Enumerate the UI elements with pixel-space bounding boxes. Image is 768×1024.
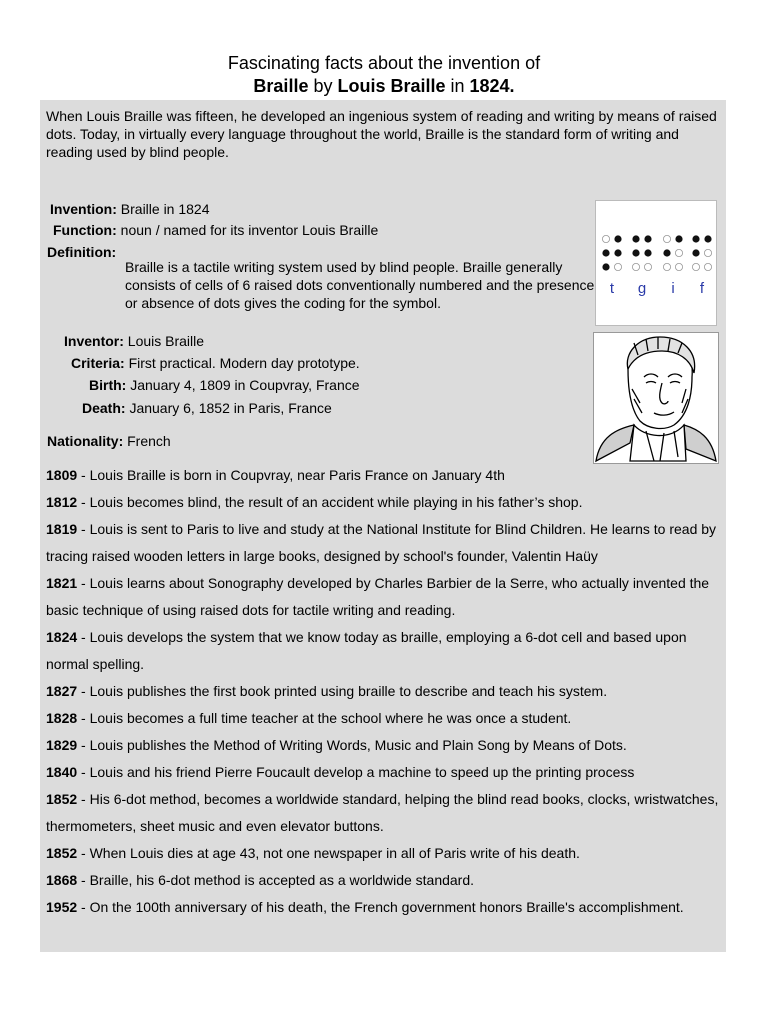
braille-dot-t6	[614, 263, 621, 270]
braille-dot-f3	[692, 263, 699, 270]
function-value: noun / named for its inventor Louis Braille	[120, 222, 379, 238]
timeline-entry	[46, 678, 722, 705]
braille-dot-f1	[692, 235, 699, 242]
timeline-text: - Louis publishes the first book printed using braille to describe and teach his system.	[77, 683, 608, 699]
timeline-entry	[46, 705, 722, 732]
nationality-label: Nationality:	[47, 433, 124, 449]
braille-dot-i6	[675, 263, 682, 270]
timeline-year: 1812	[46, 494, 78, 510]
braille-dot-g2	[632, 249, 639, 256]
braille-cell-g	[632, 235, 651, 270]
criteria-value: First practical. Modern day prototype.	[128, 355, 360, 371]
timeline-entry	[46, 867, 722, 894]
timeline-entry	[46, 732, 722, 759]
braille-letter-i: i	[671, 280, 675, 297]
title-line-1: Fascinating facts about the invention of	[227, 53, 541, 73]
braille-dot-f4	[704, 235, 711, 242]
timeline-entry	[46, 462, 722, 489]
inventor-label: Inventor:	[64, 333, 124, 349]
braille-dot-f2	[692, 249, 699, 256]
portrait-coat-right	[684, 425, 716, 461]
braille-cell-f	[692, 235, 711, 270]
timeline-text: - Louis develops the system that we know today as braille, employing a 6-dot cell and based upon normal spelling.	[46, 629, 687, 672]
braille-dot-g5	[644, 249, 651, 256]
definition-value: Braille is a tactile writing system used by blind people. Braille generally consists of cells of 6 raised dots conventionally numbered and the presence or absence of dots gives the coding for the symbol.	[125, 259, 595, 311]
timeline-entry	[46, 759, 722, 786]
braille-cell-t	[602, 235, 621, 270]
fact-function	[53, 221, 378, 239]
braille-dot-t5	[614, 249, 621, 256]
timeline-text: - Louis becomes a full time teacher at the school where he was once a student.	[77, 710, 572, 726]
braille-dot-g4	[644, 235, 651, 242]
portrait-coat-left	[596, 425, 634, 461]
title-by: by	[308, 76, 338, 96]
braille-dot-f5	[704, 249, 711, 256]
fact-criteria	[71, 354, 360, 372]
fact-birth	[89, 376, 360, 394]
braille-dot-i2	[663, 249, 670, 256]
timeline-year: 1868	[46, 872, 78, 888]
title-inventor: Louis Braille	[337, 76, 446, 96]
timeline-year: 1952	[46, 899, 78, 915]
fact-invention	[50, 200, 210, 218]
timeline-list	[46, 462, 722, 921]
braille-letter-g: g	[637, 280, 647, 297]
definition-label: Definition:	[47, 244, 117, 260]
timeline-text: - Louis is sent to Paris to live and study at the National Institute for Blind Children. He learns to read by tracing raised wooden letters in large books, designed by school's founder, Valentin Haüy	[46, 521, 717, 564]
title-year: 1824.	[469, 76, 515, 96]
braille-letter-f: f	[699, 280, 705, 297]
timeline-text: - When Louis dies at age 43, not one newspaper in all of Paris write of his death.	[77, 845, 580, 861]
title-in: in	[445, 76, 470, 96]
timeline-entry	[46, 489, 722, 516]
braille-dot-i1	[663, 235, 670, 242]
timeline-text: - Louis Braille is born in Coupvray, near Paris France on January 4th	[77, 467, 505, 483]
timeline-text: - Braille, his 6-dot method is accepted as a worldwide standard.	[77, 872, 475, 888]
timeline-text: - On the 100th anniversary of his death, the French government honors Braille's accomplishment.	[77, 899, 684, 915]
birth-value: January 4, 1809 in Coupvray, France	[130, 377, 360, 393]
portrait-engraving	[594, 333, 718, 463]
timeline-entry	[46, 624, 722, 678]
timeline-year: 1819	[46, 521, 78, 537]
fact-nationality	[47, 432, 171, 450]
content-panel	[40, 100, 726, 952]
timeline-year: 1828	[46, 710, 78, 726]
title-subject: Braille	[253, 76, 309, 96]
timeline-year: 1840	[46, 764, 78, 780]
invention-value: Braille in 1824	[120, 201, 210, 217]
braille-cells-graphic	[596, 201, 716, 325]
inventor-value: Louis Braille	[127, 333, 205, 349]
timeline-year: 1821	[46, 575, 78, 591]
death-label: Death:	[82, 400, 126, 416]
braille-dot-g6	[644, 263, 651, 270]
timeline-year: 1809	[46, 467, 78, 483]
fact-definition	[47, 243, 116, 261]
timeline-year: 1827	[46, 683, 78, 699]
louis-braille-portrait	[593, 332, 719, 464]
braille-cell-i	[663, 235, 682, 270]
timeline-entry	[46, 786, 722, 840]
braille-dot-g3	[632, 263, 639, 270]
title-line-2	[0, 75, 768, 98]
fact-death	[82, 399, 332, 417]
timeline-year: 1852	[46, 845, 78, 861]
timeline-entry	[46, 570, 722, 624]
braille-dot-t4	[614, 235, 621, 242]
nationality-value: French	[127, 433, 171, 449]
braille-dot-f6	[704, 263, 711, 270]
timeline-text: - Louis and his friend Pierre Foucault develop a machine to speed up the printing process	[77, 764, 635, 780]
timeline-entry	[46, 840, 722, 867]
timeline-text: - Louis learns about Sonography developed by Charles Barbier de la Serre, who actually invented the basic technique of using raised dots for tactile writing and reading.	[46, 575, 710, 618]
braille-dot-t1	[602, 235, 609, 242]
invention-label: Invention:	[50, 201, 117, 217]
timeline-year: 1824	[46, 629, 78, 645]
timeline-text: - Louis becomes blind, the result of an accident while playing in his father’s shop.	[77, 494, 583, 510]
page-title	[0, 52, 768, 98]
timeline-text: - His 6-dot method, becomes a worldwide standard, helping the blind read books, clocks, wristwatches, thermometers, sheet music and even elevator buttons.	[46, 791, 719, 834]
braille-illustration	[595, 200, 717, 326]
fact-inventor	[64, 332, 204, 350]
braille-dot-i3	[663, 263, 670, 270]
braille-letter-t: t	[609, 280, 615, 297]
braille-dot-g1	[632, 235, 639, 242]
braille-dot-t3	[602, 263, 609, 270]
timeline-year: 1852	[46, 791, 78, 807]
death-value: January 6, 1852 in Paris, France	[129, 400, 332, 416]
timeline-text: - Louis publishes the Method of Writing Words, Music and Plain Song by Means of Dots.	[77, 737, 627, 753]
criteria-label: Criteria:	[71, 355, 125, 371]
birth-label: Birth:	[89, 377, 127, 393]
timeline-year: 1829	[46, 737, 78, 753]
timeline-entry	[46, 894, 722, 921]
braille-dot-i5	[675, 249, 682, 256]
braille-dot-t2	[602, 249, 609, 256]
intro-paragraph: When Louis Braille was fifteen, he developed an ingenious system of reading and writing by means of raised dots. Today, in virtually every language throughout the world, Braille is the standard form of writing and reading used by blind people.	[46, 108, 717, 160]
timeline-entry	[46, 516, 722, 570]
braille-dot-i4	[675, 235, 682, 242]
function-label: Function:	[53, 222, 117, 238]
